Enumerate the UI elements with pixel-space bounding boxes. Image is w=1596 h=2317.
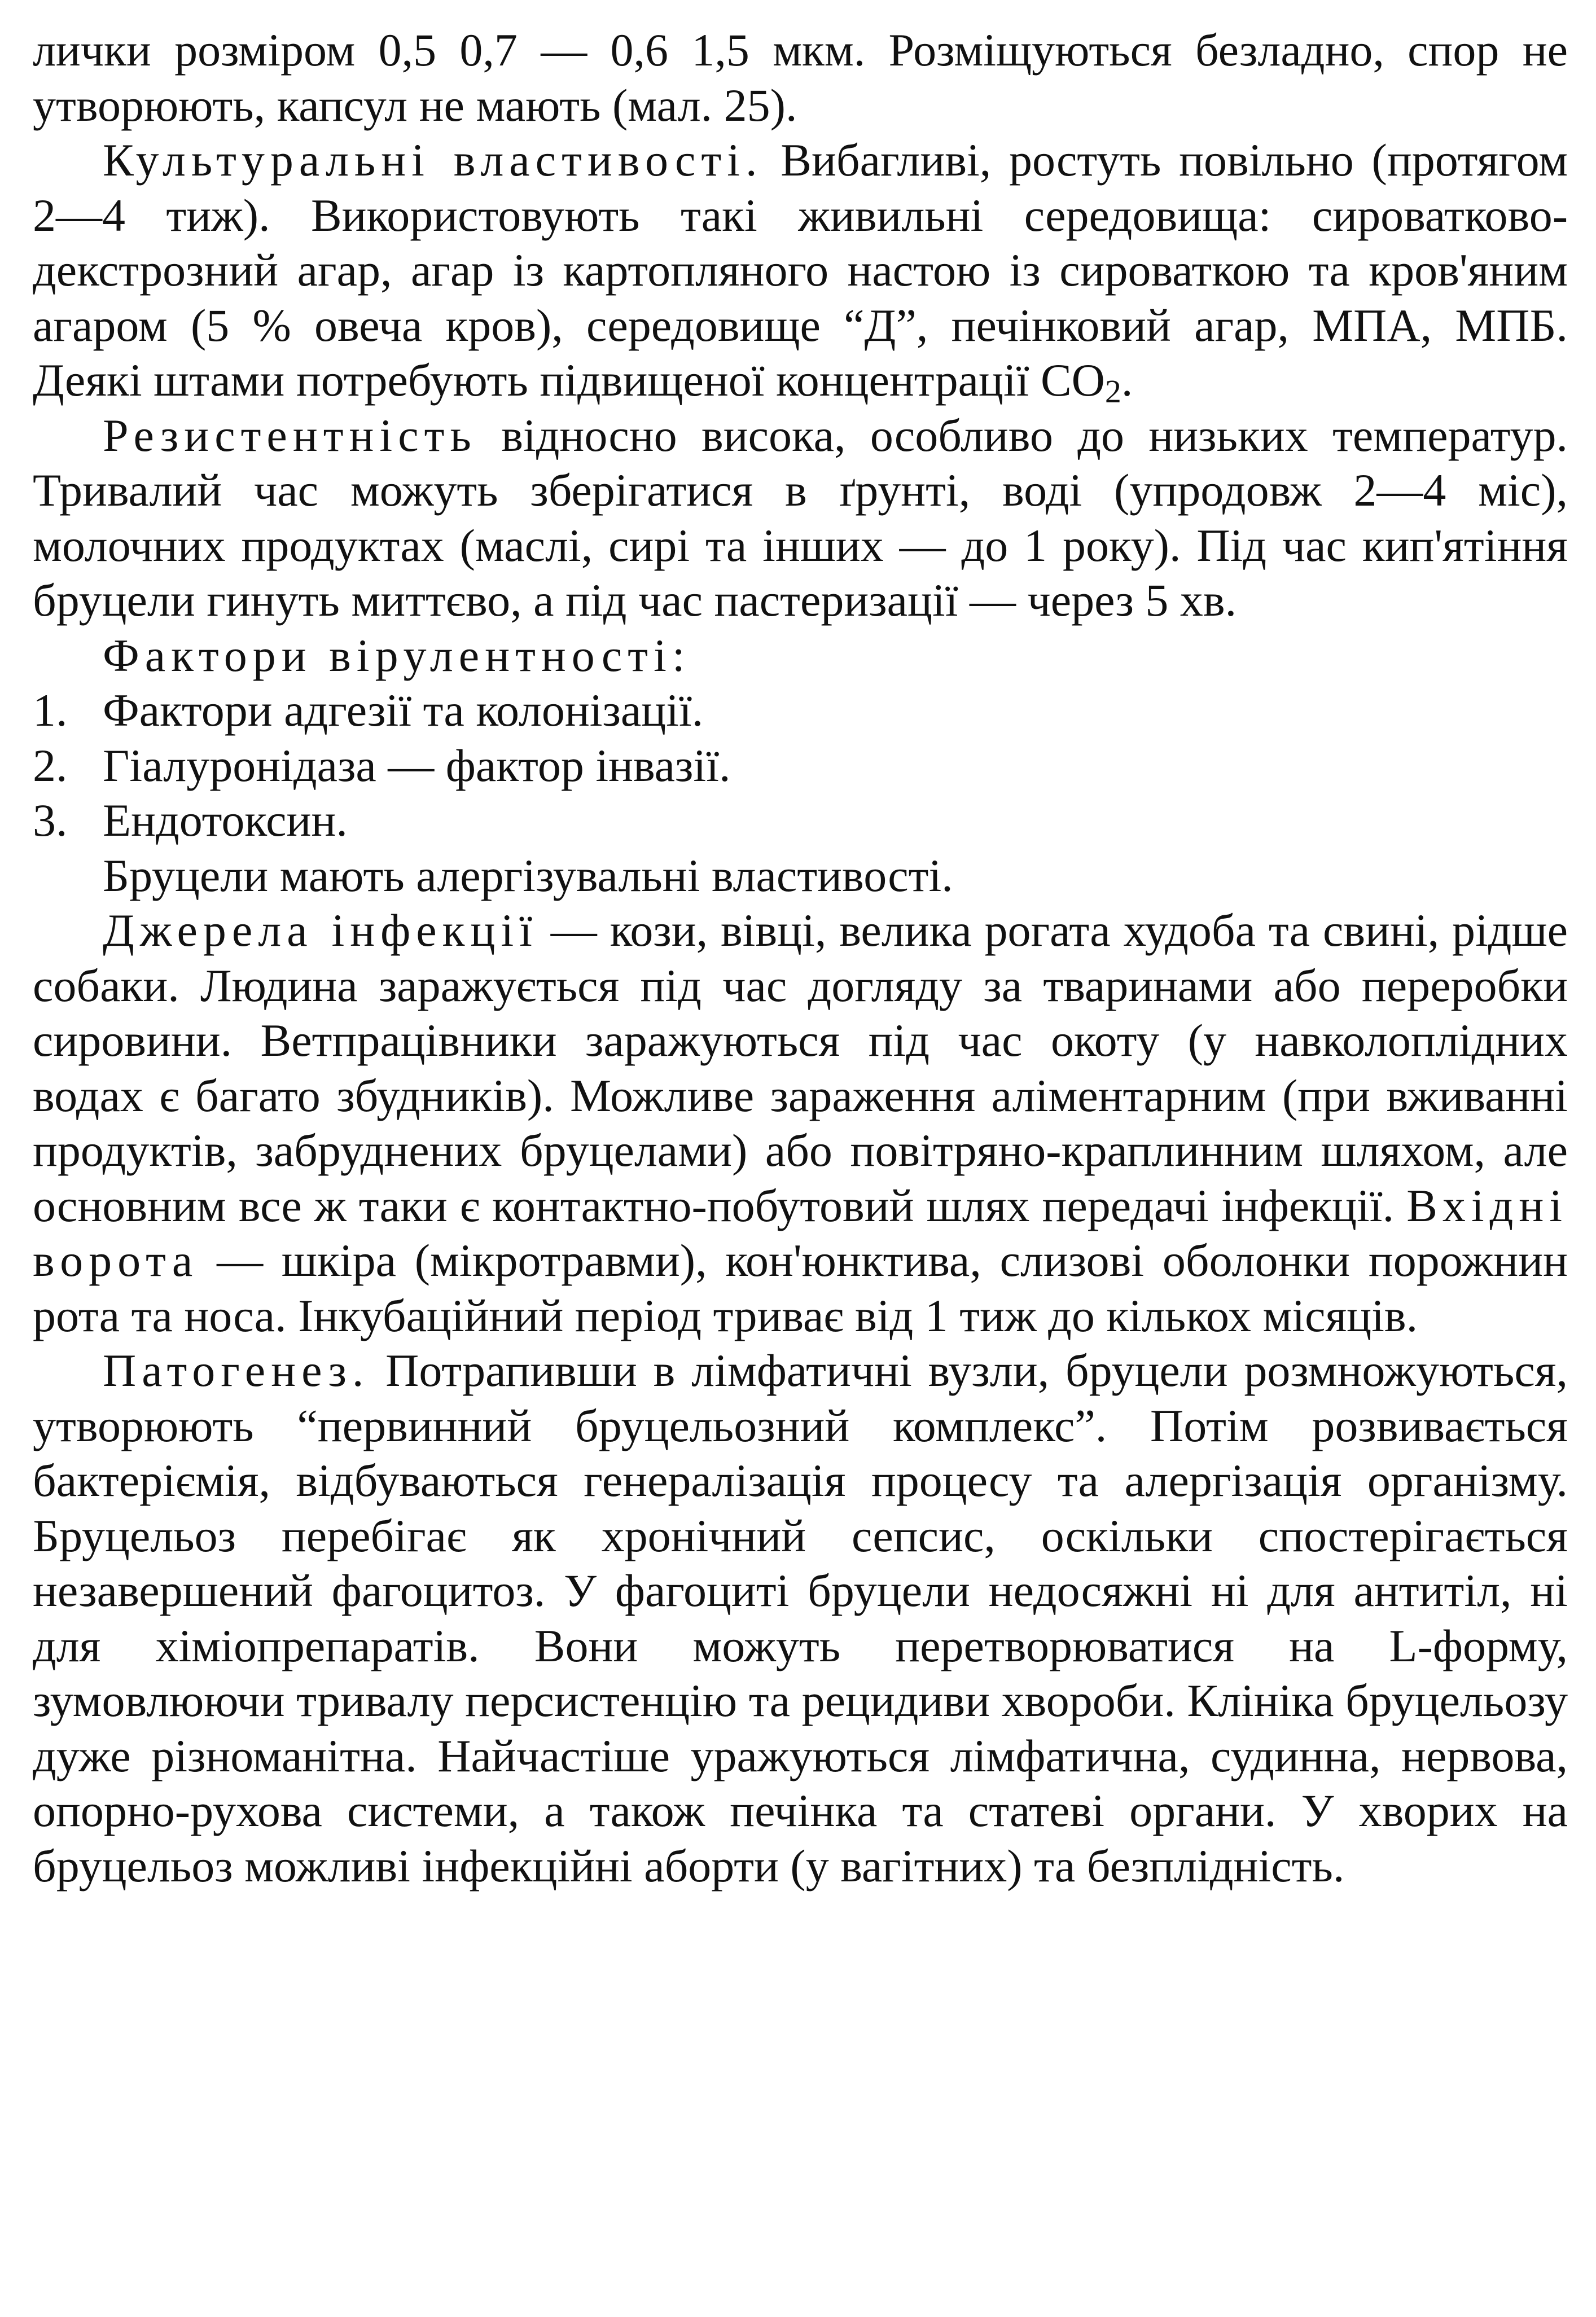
section-heading-resistance: Резистентність [103, 409, 477, 461]
subscript-2: 2 [1104, 373, 1121, 410]
paragraph-text: Потрапивши в лімфатичні вузли, бруцели розмножуються, утворюють “первинний бруцельозний комплекс”. Потім розвивається бактеріємія, відбуваються генералізація процесу та алергізація організму. Бруцельоз перебігає як хронічний сепсис, оскільки спостерігається незавершений фагоцитоз. У фагоциті бруцели недосяжні ні для антитіл, ні для хіміопрепаратів. Вони можуть перетворюватися на L-форму, зумовлюючи тривалу персистенцію та рецидиви хвороби. Клініка бруцельозу дуже різноманітна. Найчастіше уражуються лімфатична, судинна, нервова, опорно-рухова системи, а також печінка та статеві органи. У хворих на бруцельоз можливі інфекційні аборти (у вагітних) та безплідність. [33, 1345, 1568, 1892]
section-heading-virulence: Фактори вірулентності: [103, 629, 691, 681]
list-item [33, 793, 1568, 848]
paragraph-virulence-factors [33, 628, 1568, 683]
list-text: Фактори адгезії та колонізації. [103, 684, 704, 736]
document-page [33, 23, 1568, 1893]
paragraph-morphology-end [33, 23, 1568, 133]
list-item [33, 683, 1568, 738]
paragraph-text: лички розміром 0,5 0,7 — 0,6 1,5 мкм. Розміщуються безладно, спор не утворюють, капсул не мають (мал. 25). [33, 24, 1568, 131]
section-heading-pathogenesis: Патогенез. [103, 1345, 370, 1396]
paragraph-pathogenesis [33, 1343, 1568, 1893]
list-text: Ендотоксин. [103, 795, 348, 846]
list-number: 2. [33, 739, 68, 791]
section-heading-entry-gates: Вхідні ворота [33, 1179, 1568, 1286]
paragraph-infection-sources [33, 903, 1568, 1343]
list-number: 3. [33, 795, 68, 846]
list-number: 1. [33, 684, 68, 736]
section-heading-cultural: Культуральні властивості. [103, 134, 763, 186]
paragraph-text: відносно висока, особливо до низьких температур. Тривалий час можуть зберігатися в ґрунті, воді (упродовж 2—4 міс), молочних продуктах (маслі, сирі та інших — до 1 року). Під час кип'ятіння бруцели гинуть миттєво, а під час пастеризації — через 5 хв. [33, 409, 1568, 626]
paragraph-text: — шкіра (мікротравми), кон'юнктива, слизові оболонки порожнин рота та носа. Інкубаційний період триває від 1 тиж до кількох місяців. [33, 1235, 1568, 1341]
paragraph-text: Бруцели мають алергізувальні властивості. [103, 849, 953, 901]
section-heading-sources: Джерела інфекції [103, 905, 538, 956]
paragraph-cultural-properties [33, 133, 1568, 408]
paragraph-end: . [1121, 354, 1133, 406]
list-item [33, 738, 1568, 793]
paragraph-text: Вибагливі, ростуть повільно (протягом 2—4 тиж). Використовують такі живильні середовища: сироватково-декстрозний агар, агар із картопляного настою із сироваткою та кров'яним агаром (5 % овеча кров), середовище “Д”, печінковий агар, МПА, МПБ. Деякі штами потребують підвищеної концентрації CO [33, 134, 1568, 406]
paragraph-resistance [33, 408, 1568, 628]
paragraph-allergenic [33, 848, 1568, 903]
list-text: Гіалуронідаза — фактор інвазії. [103, 739, 731, 791]
paragraph-text: — кози, вівці, велика рогата худоба та свині, рідше собаки. Людина заражується під час догляду за тваринами або переробки сировини. Ветпрацівники заражуються під час окоту (у навколоплідних водах є багато збудників). Можливе зараження аліментарним (при вживанні продуктів, забруднених бруцелами) або повітряно-краплинним шляхом, але основним все ж таки є контактно-побутовий шлях передачі інфекції. [33, 905, 1568, 1231]
